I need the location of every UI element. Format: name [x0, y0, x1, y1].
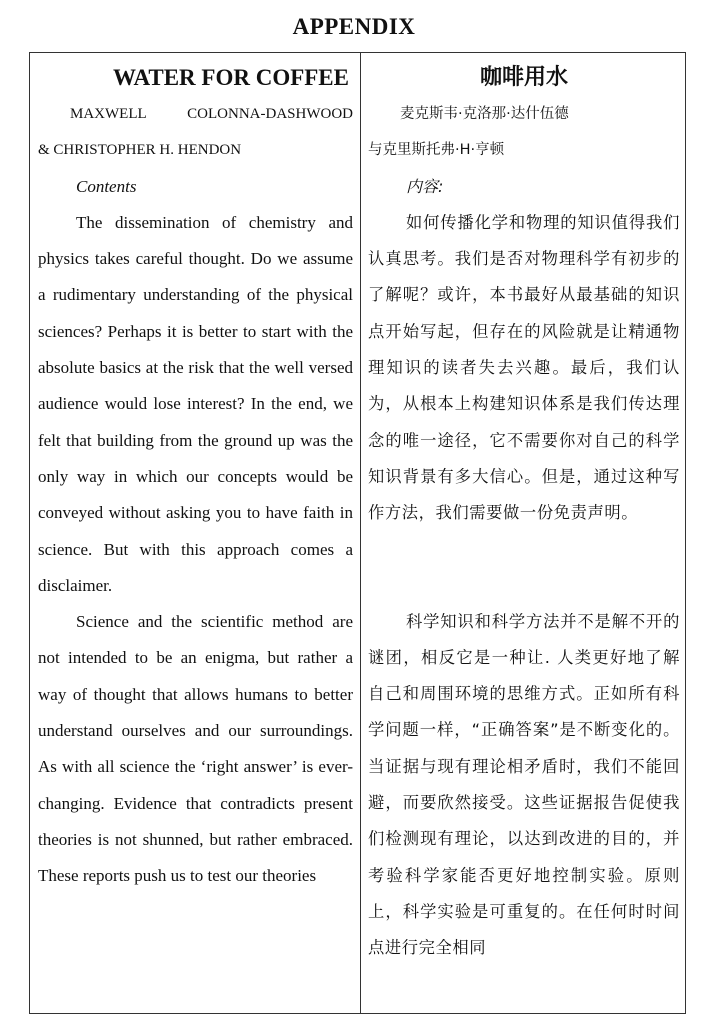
chinese-paragraph-1: 如何传播化学和物理的知识值得我们认真思考。我们是否对物理科学有初步的了解呢？或许，本书最好从最基础的知识点开始写起，但存在的风险就是让精通物理知识的读者失去兴趣。最后，我们认为，从根本上构建知识体系是我们传达理念的唯一途径，它不需要你对自己的科学知识背景有多大信心。但是，通过这种写作方法，我们需要做一份免责声明。 — [368, 212, 680, 523]
english-author-line-1 — [38, 96, 353, 132]
english-author-line-2: & CHRISTOPHER H. HENDON — [38, 142, 242, 159]
page-title: APPENDIX — [292, 14, 416, 39]
column-divider — [360, 53, 361, 1013]
english-authors — [38, 96, 353, 169]
bilingual-table — [29, 52, 686, 1014]
chinese-author-line-2: 与克里斯托弗·H·亨顿 — [368, 142, 505, 159]
chinese-authors — [368, 96, 680, 169]
english-contents-label: Contents — [76, 176, 137, 196]
english-paragraph-1: The dissemination of chemistry and physics takes careful thought. Do we assume a rudimentary understanding of the physical sciences? Perhaps it is better to start with the absolute basics at the risk that the well versed audience would lose interest? In the end, we felt that building from the ground up was the only way in which our concepts would be conveyed without asking you to have faith in science. But with this approach comes a disclaimer. — [38, 212, 353, 595]
chinese-contents-label: 内容: — [406, 176, 444, 196]
english-paragraph-2: Science and the scientific method are not intended to be an enigma, but rather a way of thought that allows humans to better understand ourselves and our surroundings. As with all science the ‘right answer’ is ever-changing. Evidence that contradicts present theories is not shunned, but rather embraced. These reports push us to test our theories — [38, 612, 353, 886]
english-author-first-name: MAXWELL — [70, 106, 147, 122]
chinese-paragraph-2: 科学知识和科学方法并不是解不开的谜团，相反它是一种让. 人类更好地了解自己和周围环境的思维方式。正如所有科学问题一样，“正确答案”是不断变化的。当证据与现有理论相矛盾时，我们不能回避，而要欣然接受。这些证据报告促使我们检测现有理论，以达到改进的目的，并考验科学家能否更好地控制实验。原则上，科学实验是可重复的。在任何时时间点进行完全相同 — [368, 611, 680, 958]
chinese-column — [368, 53, 680, 1013]
chinese-title: 咖啡用水 — [479, 65, 568, 90]
english-column — [38, 53, 353, 1013]
english-title: WATER FOR COFFEE — [113, 65, 349, 90]
english-author-surname: COLONNA-DASHWOOD — [187, 106, 353, 122]
chinese-author-line-1: 麦克斯韦·克洛那·达什伍德 — [400, 106, 569, 122]
